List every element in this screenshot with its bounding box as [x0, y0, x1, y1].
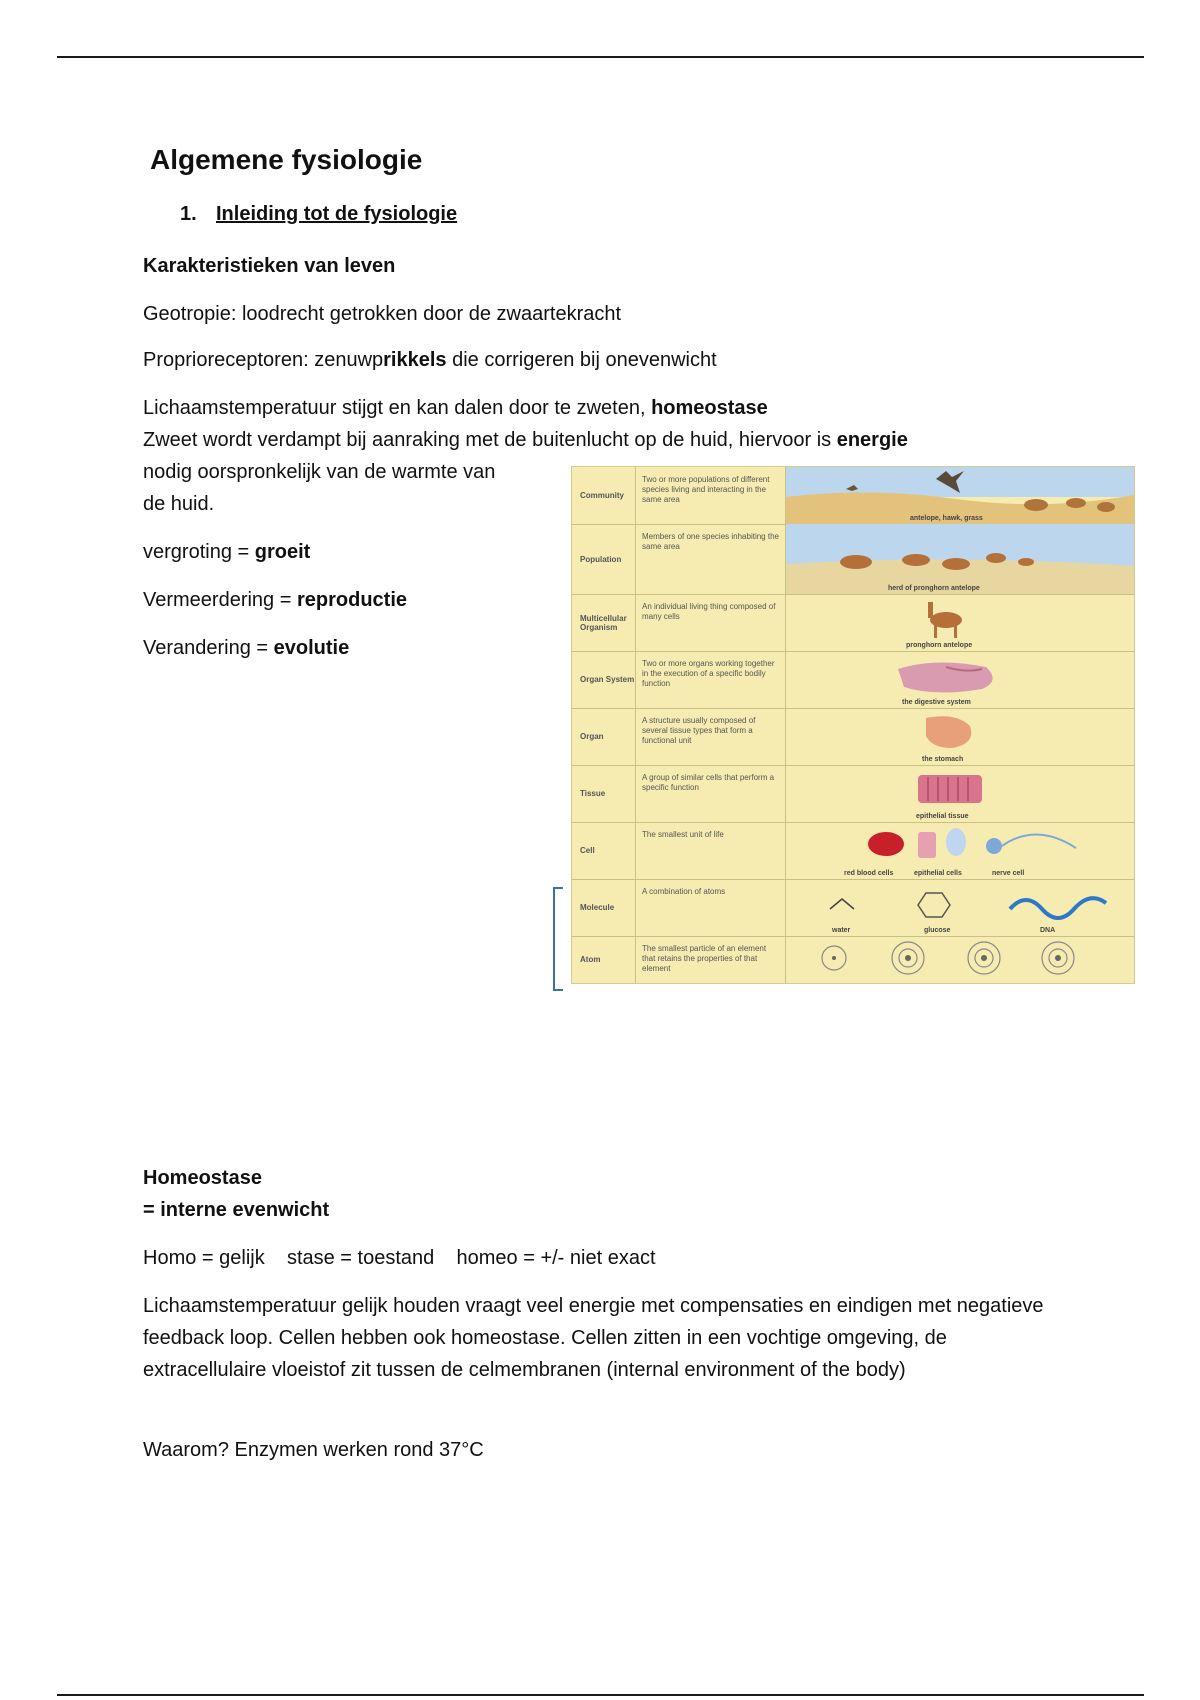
- characteristics-heading: Karakteristieken van leven: [143, 255, 396, 277]
- water-molecule-icon: [830, 899, 854, 909]
- glucose-caption: glucose: [924, 927, 951, 934]
- digestive-system-icon: [898, 662, 993, 692]
- growth-text: vergroting = groeit: [143, 541, 311, 563]
- figure-row-organ: Organ A structure usually composed of several tissue types that form a functional unit the stomach: [572, 708, 1134, 766]
- section-heading: [180, 203, 457, 226]
- community-picture: [786, 467, 1134, 524]
- figure-row-population: Population Members of one species inhabiting the same area herd of pronghorn antelope: [572, 524, 1134, 595]
- header-rule: [57, 56, 1144, 58]
- evolution-text: Verandering = evolutie: [143, 637, 350, 659]
- figure-row-cell: Cell The smallest unit of life red blood cells epithelial cells nerve cell: [572, 822, 1134, 880]
- molecule-picture: [786, 879, 1134, 936]
- sweat-text-cont-1: nodig oorspronkelijk van de warmte van: [143, 461, 496, 483]
- epithelial-cell-icon: [918, 832, 936, 858]
- figure-bracket: [553, 887, 563, 991]
- cell-picture: [786, 822, 1134, 879]
- organ-system-picture: [786, 651, 1134, 708]
- reproduction-text: Vermeerdering = reproductie: [143, 589, 408, 611]
- organ-picture: [786, 708, 1134, 765]
- red-blood-cells-caption: red blood cells: [844, 870, 894, 877]
- homeostasis-paragraph: Lichaamstemperatuur gelijk houden vraagt veel energie met compensaties en eindigen met negatieve feedback loop. Cellen hebben ook homeostase. Cellen zitten in een vochtige omgeving, de extracellulaire vloeistof zit tussen de celmembranen (internal environment of the body): [143, 1295, 1044, 1381]
- levels-of-organization-figure: [571, 466, 1135, 984]
- homeostasis-subheading: = interne evenwicht: [143, 1199, 330, 1221]
- organ-system-caption: the digestive system: [902, 699, 971, 706]
- organism-picture: [786, 594, 1134, 651]
- sweat-text: Zweet wordt verdampt bij aanraking met de buitenlucht op de huid, hiervoor is energie: [143, 429, 908, 451]
- organ-caption: the stomach: [922, 756, 964, 763]
- figure-row-community: Community Two or more populations of different species living and interacting in the same area antelope, hawk, grass: [572, 467, 1134, 525]
- page-title: Algemene fysiologie: [150, 144, 423, 175]
- section-title: Inleiding tot de fysiologie: [216, 203, 458, 225]
- figure-row-organ-system: Organ System Two or more organs working together in the execution of a specific bodily function the digestive system: [572, 651, 1134, 709]
- dna-caption: DNA: [1040, 927, 1056, 934]
- figure-row-atom: Atom The smallest particle of an element that retains the properties of that element: [572, 936, 1134, 983]
- stomach-icon: [926, 716, 971, 748]
- tissue-caption: epithelial tissue: [916, 813, 969, 820]
- enzymes-text: Waarom? Enzymen werken rond 37°C: [143, 1439, 484, 1461]
- atom-icon: [822, 942, 1074, 974]
- epithelial-cells-caption: epithelial cells: [914, 870, 962, 877]
- red-blood-cell-icon: [868, 832, 904, 856]
- homeostasis-heading: Homeostase: [143, 1167, 262, 1189]
- nerve-cell-caption: nerve cell: [992, 870, 1025, 877]
- geotropie-text: Geotropie: loodrecht getrokken door de zwaartekracht: [143, 303, 622, 325]
- section-number: 1.: [180, 203, 197, 225]
- homeostasis-terms: Homo = gelijk stase = toestand homeo = +/- niet exact: [143, 1247, 656, 1269]
- community-caption: antelope, hawk, grass: [910, 515, 983, 522]
- population-picture: [786, 524, 1134, 594]
- proprioreceptoren-text: Proprioreceptoren: zenuwprikkels die corrigeren bij onevenwicht: [143, 349, 717, 371]
- atom-picture: [786, 936, 1134, 983]
- sweat-text-cont-2: de huid.: [143, 493, 215, 515]
- population-caption: herd of pronghorn antelope: [888, 585, 980, 592]
- dna-molecule-icon: [1010, 898, 1106, 918]
- glucose-molecule-icon: [918, 893, 950, 917]
- nerve-cell-icon: [986, 838, 1002, 854]
- figure-row-tissue: Tissue A group of similar cells that perform a specific function epithelial tissue: [572, 765, 1134, 823]
- footer-rule: [57, 1694, 1144, 1696]
- temperature-text: Lichaamstemperatuur stijgt en kan dalen door te zweten, homeostase: [143, 397, 768, 419]
- figure-row-organism: Multicellular Organism An individual living thing composed of many cells pronghorn antelope: [572, 594, 1134, 652]
- antelope-icon: [928, 602, 962, 638]
- water-caption: water: [832, 927, 851, 934]
- tissue-picture: [786, 765, 1134, 822]
- figure-row-molecule: Molecule A combination of atoms water glucose DNA: [572, 879, 1134, 937]
- organism-caption: pronghorn antelope: [906, 642, 973, 649]
